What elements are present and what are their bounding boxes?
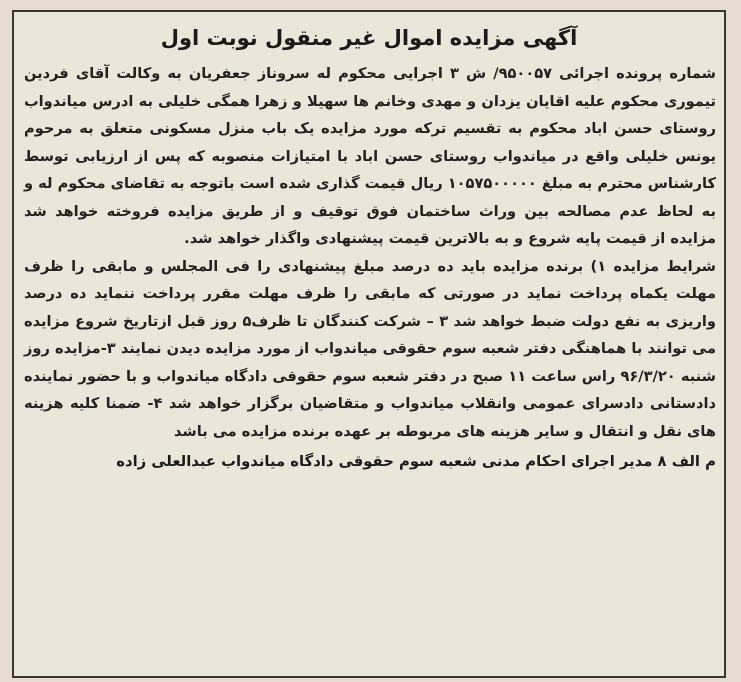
auction-conditions-paragraph: شرایط مزایده ۱) برنده مزایده باید ده درصد مبلغ پیشنهادی را فی المجلس و مابقی را ظرف مهلت یکماه پرداخت نماید در صورتی که مابقی را ظرف مهلت مقرر پرداخت ننماید ده درصد واریزی به نفع دولت ضبط خواهد شد ۳ – شرکت کنندگان تا ظرف۵ روز قبل ازتاریخ شروع مزایده می توانند با هماهنگی دفتر شعبه سوم حقوقی میاندواب از مورد مزایده دیدن نمایند ۳-مزایده روز شنبه ۹۶/۳/۲۰ راس ساعت ۱۱ صبح در دفتر شعبه سوم حقوقی دادگاه میاندواب و با حضور نماینده دادستانی دادسرای عمومی وانقلاب میاندواب و متقاضیان برگزار خواهد شد ۴- ضمنا کلیه هزینه های نقل و انتقال و سایر هزینه های مربوطه بر عهده برنده مزایده می باشد [24,257,717,440]
notice-title: آگهی مزایده اموال غیر منقول نوبت اول [160,26,578,50]
notice-box [12,10,726,678]
notice-signature: م الف ۸ مدیر اجرای احکام مدنی شعبه سوم حقوقی دادگاه میاندواب عبدالعلی زاده [116,453,716,470]
notice-body-paragraph: شماره پرونده اجرائی ۹۵۰۰۵۷/ ش ۳ اجرایی محکوم له سروناز جعفریان به وکالت آقای فردین تیموری محکوم علیه اقایان یزدان و مهدی وخانم ها سهیلا و زهرا همگی خلیلی به ادرس میاندواب روستای حسن اباد محکوم به تقسیم ترکه مورد مزایده یک باب منزل مسکونی متعلق به مرحوم یونس خلیلی واقع در میاندواب روستای حسن اباد با امتیازات منصوبه که پس از ارزیابی توسط کارشناس محترم به مبلغ ۱۰۵۷۵۰۰۰۰۰ ریال قیمت گذاری شده است باتوجه به تقاضای محکوم له و به لحاظ عدم مصالحه بین وراث ساختمان فوق توقیف و از طریق مزایده فروخته خواهد شد مزایده از قیمت پایه شروع و به بالاترین قیمت پیشنهادی واگذار خواهد شد. [24,65,717,247]
